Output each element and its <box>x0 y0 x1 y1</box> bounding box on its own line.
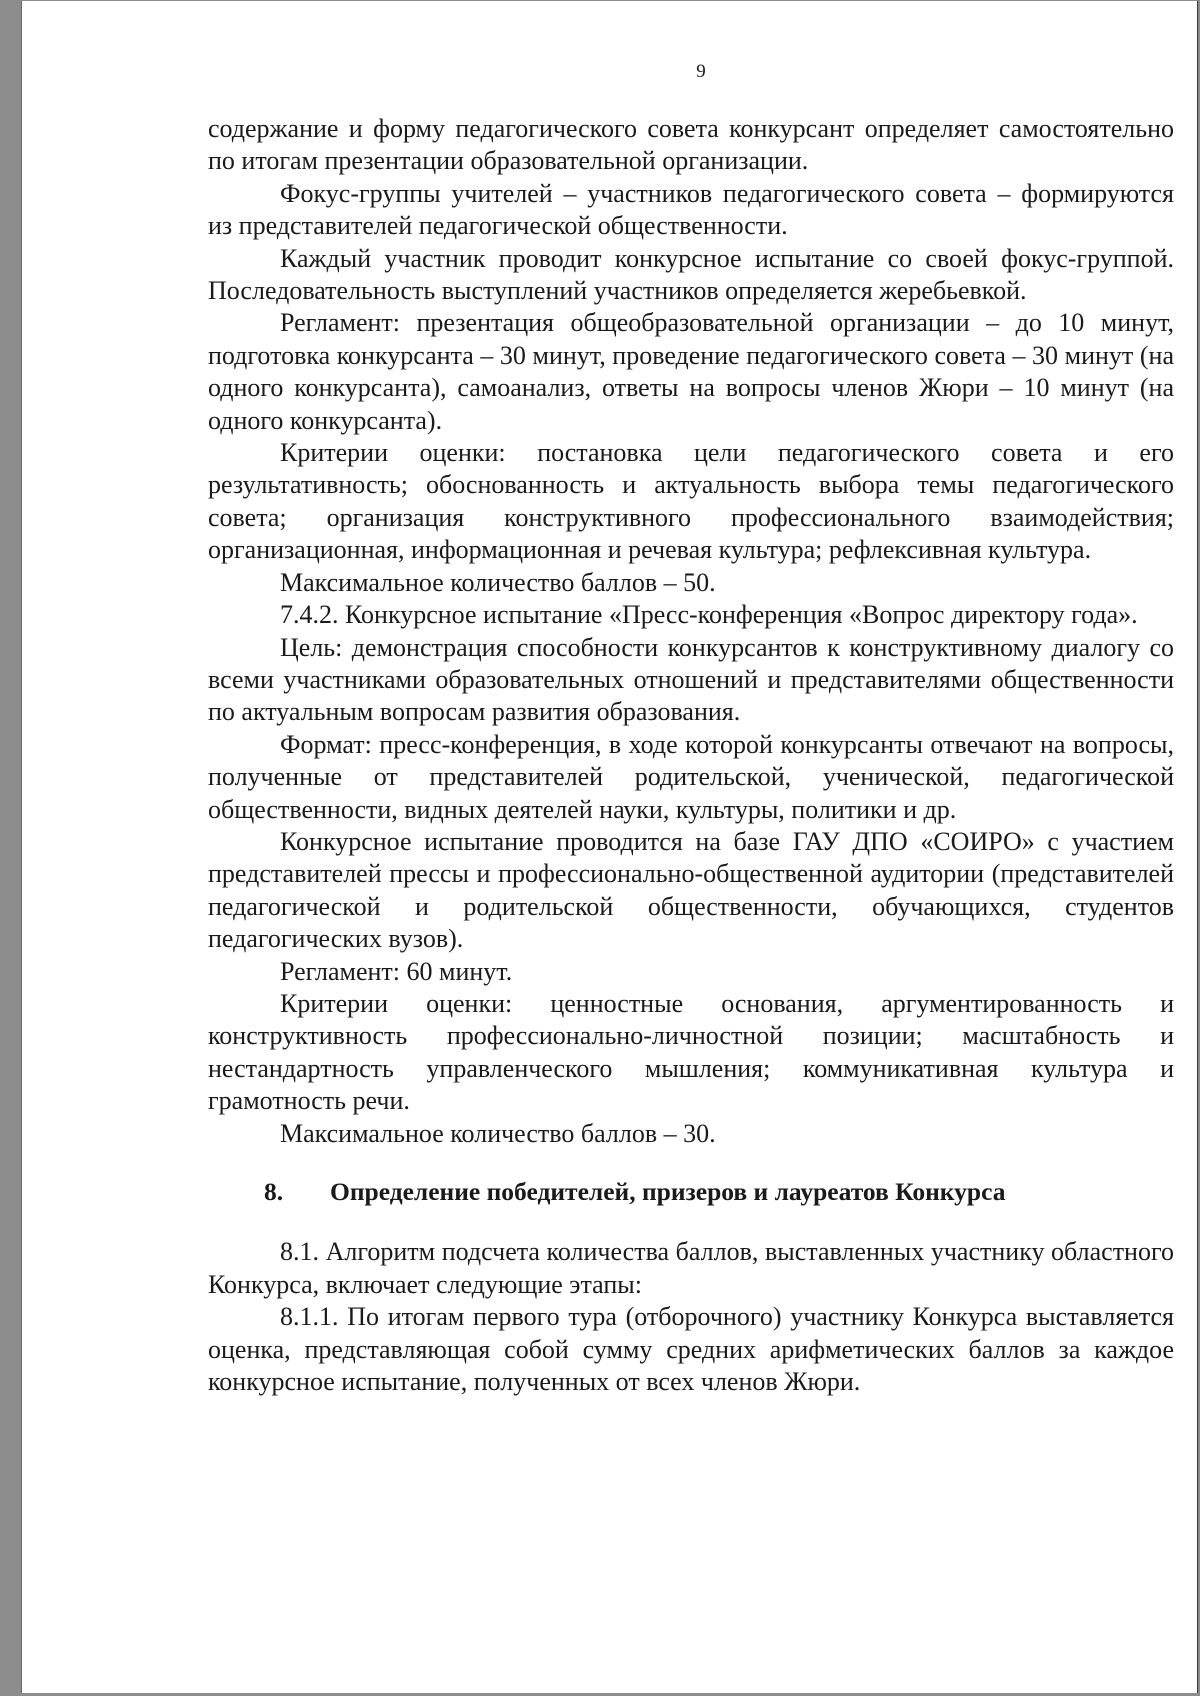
paragraph: 8.1. Алгоритм подсчета количества баллов, выставленных участнику областного Конкурса, включает следующие этапы: <box>208 1237 1174 1299</box>
paragraph: Максимальное количество баллов – 50. <box>280 567 716 597</box>
document-page <box>22 1 1197 1693</box>
page-body <box>208 113 1174 1398</box>
paragraph: Цель: демонстрация способности конкурсантов к конструктивному диалогу со всеми участниками образовательных отношений и представителями общественности по актуальным вопросам развития образования. <box>208 632 1174 727</box>
paragraph: 7.4.2. Конкурсное испытание «Пресс-конференция «Вопрос директору года». <box>280 600 1138 630</box>
page-number: 9 <box>696 61 706 82</box>
paragraph: Регламент: презентация общеобразовательной организации – до 10 минут, подготовка конкурсанта – 30 минут, проведение педагогического совета – 30 минут (на одного конкурсанта), самоанализ, ответы на вопросы членов Жюри – 10 минут (на одного конкурсанта). <box>208 308 1174 435</box>
paragraph: Конкурсное испытание проводится на базе ГАУ ДПО «СОИРО» с участием представителей прессы и профессионально-общественной аудитории (представителей педагогической и родительской общественности, обучающихся, студентов педагогических вузов). <box>208 826 1174 954</box>
paragraph: Регламент: 60 минут. <box>280 956 513 986</box>
paragraph: Критерии оценки: постановка цели педагогического совета и его результативность; обоснованность и актуальность выбора темы педагогического совета; организация конструктивного профессионального взаимодействия; организационная, информационная и речевая культура; рефлексивная культура. <box>208 438 1174 565</box>
paragraph: 8.1.1. По итогам первого тура (отборочного) участнику Конкурса выставляется оценка, представляющая собой сумму средних арифметических баллов за каждое конкурсное испытание, полученных от всех членов Жюри. <box>208 1302 1174 1397</box>
paragraph: содержание и форму педагогического совета конкурсант определяет самостоятельно по итогам презентации образовательной организации. <box>208 114 1174 176</box>
paragraph: Формат: пресс-конференция, в ходе которой конкурсанты отвечают на вопросы, полученные от представителей родительской, ученической, педагогической общественности, видных деятелей науки, культуры, политики и др. <box>208 729 1174 824</box>
paragraph: Критерии оценки: ценностные основания, аргументированность и конструктивность профессионально-личностной позиции; масштабность и нестандартность управленческого мышления; коммуникативная культура и грамотность речи. <box>208 988 1174 1116</box>
section-title: Определение победителей, призеров и лауреатов Конкурса <box>330 1177 1006 1206</box>
paragraph: Фокус-группы учителей – участников педагогического совета – формируются из представителей педагогической общественности. <box>208 178 1174 241</box>
section-heading <box>208 1176 1174 1208</box>
section-number: 8. <box>264 1177 284 1206</box>
paragraph: Каждый участник проводит конкурсное испытание со своей фокус-группой. Последовательность выступлений участников определяется жеребьевкой. <box>208 243 1174 306</box>
paragraph: Максимальное количество баллов – 30. <box>280 1118 716 1148</box>
